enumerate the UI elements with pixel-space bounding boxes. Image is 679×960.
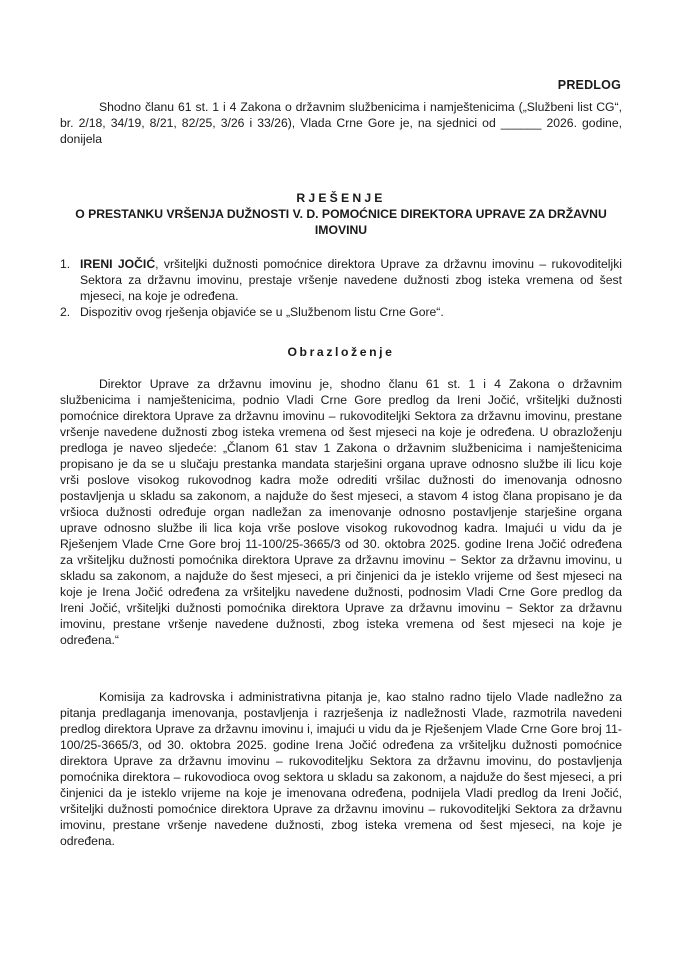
intro-paragraph: Shodno članu 61 st. 1 i 4 Zakona o državnim službenicima i namještenicima („Službeni list CG“, br. 2/18, 34/19, 8/21, 82/25, 3/26 i 33/26), Vlada Crne Gore je, na sjednici od ______ 2026. godine, donijela xyxy=(60,100,622,146)
item-number: 1. xyxy=(60,257,71,271)
reasoning-paragraph: Komisija za kadrovska i administrativna pitanja je, kao stalno radno tijelo Vlade nadležno za pitanja predlaganja imenovanja, postavljenja i razrješenja iz nadležnosti Vlade, razmotrila navedeni predlog direktora Uprave za državnu imovinu i, imajući u vidu da je Rješenjem Vlade Crne Gore broj 11-100/25-3665/3, od 30. oktobra 2025. godine Irena Jočić određena za vršiteljku dužnosti pomoćnice direktora Uprave za državnu imovinu – rukovoditeljku Sektora za državnu imovinu, do postavljenja pomoćnika direktora – rukovodioca ovog sektora u skladu sa zakonom, a najduže do šest mjeseci, a pri činjenici da je isteklo vrijeme na koje je imenovana određena, podnijela Vladi predlog da Ireni Jočić, vršiteljki dužnosti pomoćnice direktora Uprave za državnu imovinu – rukovoditeljki Sektora za državnu imovinu, prestane vršenje navedene dužnosti, zbog isteka vremena od šest mjeseci, na koje je određena. xyxy=(60,690,622,848)
item-text: , vršiteljki dužnosti pomoćnice direktora Uprave za državnu imovinu – rukovoditeljki Sektora za državnu imovinu, prestaje vršenje navedene dužnosti zbog isteka vremena od šest mjeseci, na koje je određena. xyxy=(80,257,622,303)
document-label: PREDLOG xyxy=(557,78,621,92)
decision-item xyxy=(60,256,622,304)
reasoning-paragraph: Direktor Uprave za državnu imovinu je, shodno članu 61 st. 1 i 4 Zakona o državnim službenicima i namještenicima, podnio Vladi Crne Gore predlog da Ireni Jočić, vršiteljki dužnosti pomoćnice direktora Uprave za državnu imovinu – rukovoditeljki Sektora za državnu imovinu, prestane vršenje navedene dužnosti zbog isteka vremena od šest mjeseci na koje je određena. U obrazloženju predloga je naveo sljedeće: „Članom 61 stav 1 Zakona o državnim službenicima i namještenicima propisano je da se u slučaju prestanka mandata starješini organa uprave odnosno službe ili licu koje vrši poslove visokog rukovodnog kadra može odrediti vršilac dužnosti do imenovanja odnosno postavljenja u skladu sa zakonom, a najduže do šest mjeseci, a stavom 4 istog člana propisano je da vršioca dužnosti određuje organ nadležan za imenovanje odnosno postavljenje starješine organa uprave odnosno službe ili lica koja vrše poslove visokog rukovodnog kadra. Imajući u vidu da je Rješenjem Vlade Crne Gore broj 11-100/25-3665/3 od 30. oktobra 2025. godine Irena Jočić određena za vršiteljku dužnosti pomoćnika direktora Uprave za državnu imovinu − Sektor za državnu imovinu, u skladu sa zakonom, a najduže do šest mjeseci, a pri činjenici da je isteklo vrijeme od šest mjeseci na koje je Irena Jočić određena za vršiteljku navedene dužnosti, podnosim Vladi Crne Gore predlog da Ireni Jočić, vršiteljki dužnosti pomoćnika direktora Uprave za državnu imovinu − Sektor za državnu imovinu, prestane vršenje navedene dužnosti, zbog isteka vremena od šest mjeseci na koje je određena.“ xyxy=(60,377,622,647)
item-number: 2. xyxy=(60,305,71,319)
decision-title-subject: O PRESTANKU VRŠENJA DUŽNOSTI V. D. POMOĆNICE DIREKTORA UPRAVE ZA DRŽAVNU IMOVINU xyxy=(75,207,607,237)
decision-items xyxy=(60,256,622,320)
reasoning-heading: Obrazloženje xyxy=(287,345,395,359)
decision-item xyxy=(60,304,622,320)
decision-title xyxy=(60,190,622,238)
decision-title-main: RJEŠENJE xyxy=(296,191,386,205)
item-person-name: IRENI JOČIĆ xyxy=(80,257,156,271)
item-text: Dispozitiv ovog rješenja objaviće se u „Službenom listu Crne Gore“. xyxy=(80,305,444,319)
